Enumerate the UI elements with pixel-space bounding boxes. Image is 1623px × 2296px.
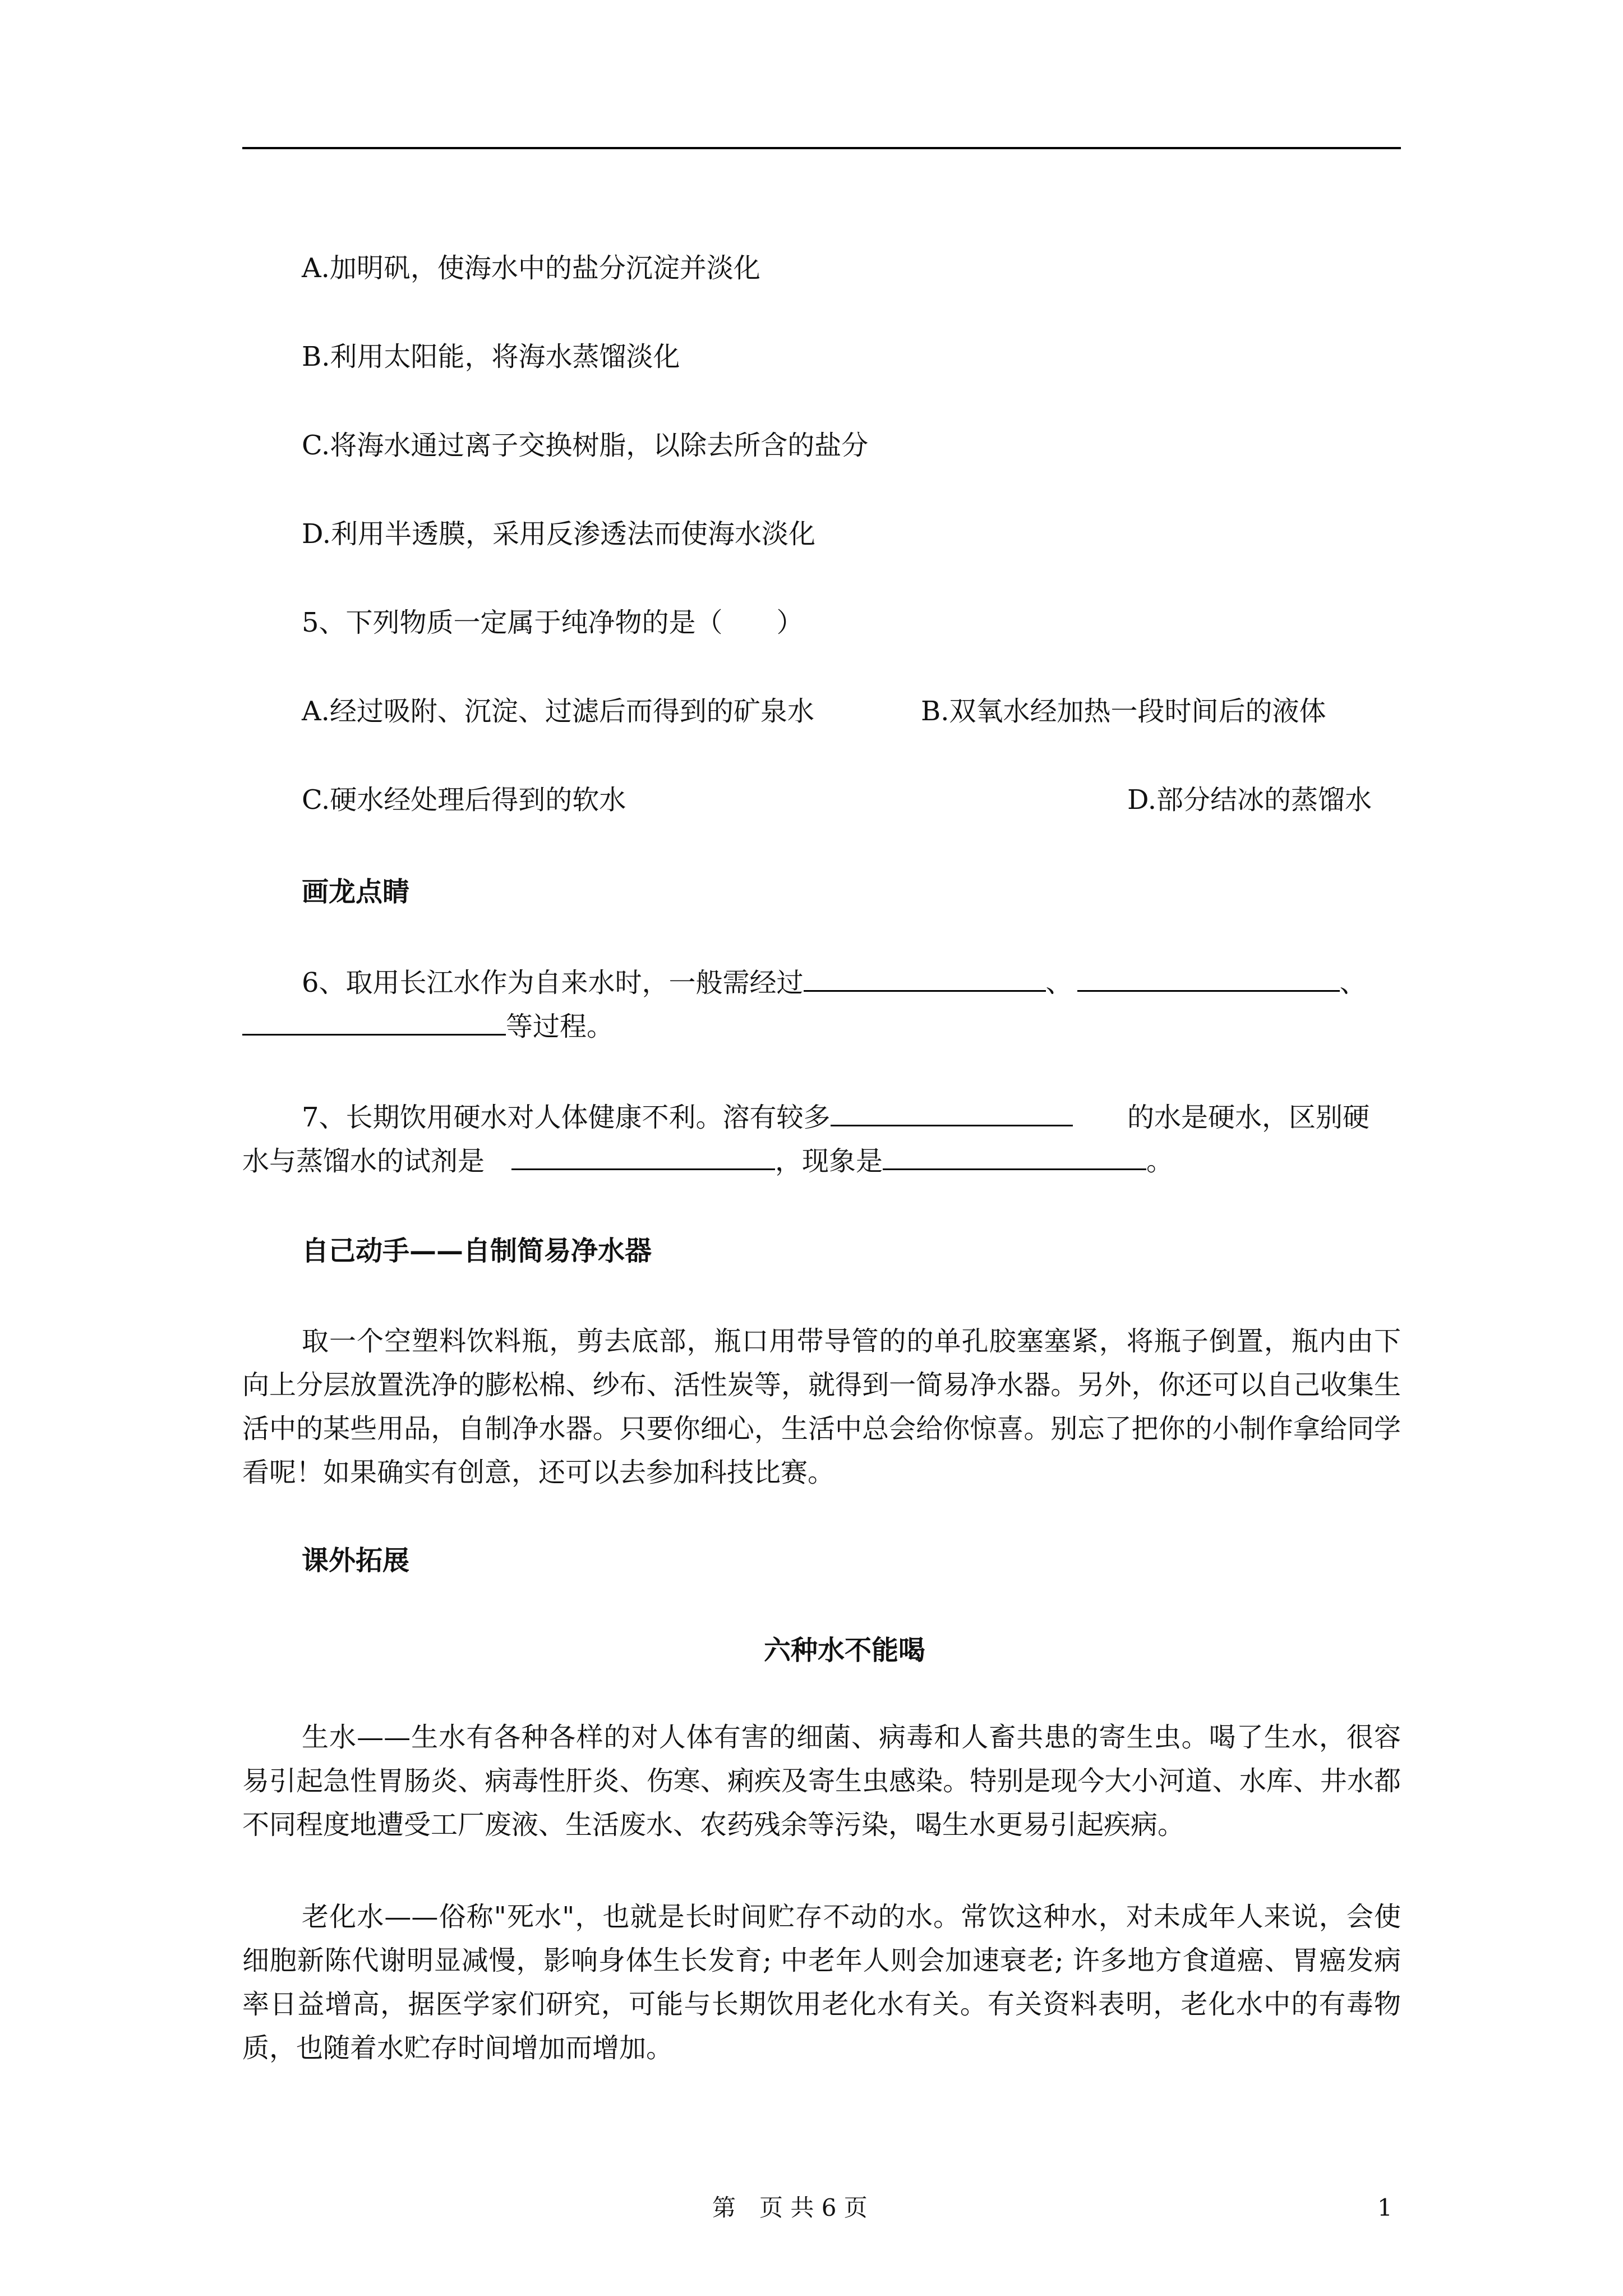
q7-text-2-continued: 水与蒸馏水的试剂是 <box>242 1145 485 1177</box>
q6-separator-1: 、 <box>1045 967 1073 999</box>
q6-blank-1[interactable] <box>804 967 1046 992</box>
paragraph-aged-water: 老化水——俗称"死水"，也就是长时间贮存不动的水。常饮这种水，对未成年人来说，会使细胞新陈代谢明显减慢，影响身体生长发育; 中老年人则会加速衰老; 许多地方食道癌、胃癌发病率日益增高，据医学家们研究，可能与长期饮用老化水有关。有关资料表明，老化水中的有毒物质，也随着水贮存时间增加而增加。 <box>242 1901 1401 2064</box>
q7-text-1: 7、长期饮用硬水对人体健康不利。溶有较多 <box>302 1102 831 1133</box>
q6-text-2: 等过程。 <box>506 1011 614 1042</box>
q5-option-d: D.部分结冰的蒸馏水 <box>1127 784 1372 816</box>
paragraph-raw-water: 生水——生水有各种各样的对人体有害的细菌、病毒和人畜共患的寄生虫。喝了生水，很容易引起急性胃肠炎、病毒性肝炎、伤寒、痢疾及寄生虫感染。特别是现今大小河道、水库、井水都不同程度地遭受工厂废液、生活废水、农药残余等污染，喝生水更易引起疾病。 <box>242 1722 1401 1841</box>
section-heading-hualong: 画龙点睛 <box>302 876 410 908</box>
header-rule <box>242 147 1401 149</box>
footer-page-label: 第 页 共 6 页 <box>712 2194 868 2221</box>
q4-option-b: B.利用太阳能，将海水蒸馏淡化 <box>302 341 680 372</box>
q6-separator-2: 、 <box>1339 967 1367 999</box>
footer-page-number: 1 <box>1377 2194 1393 2221</box>
q7-line-2 <box>242 1144 1173 1178</box>
q7-line-1 <box>302 1101 1073 1134</box>
q6-blank-2[interactable] <box>1077 967 1340 992</box>
q7-text-3: ，现象是 <box>775 1145 883 1177</box>
q7-blank-1[interactable] <box>831 1101 1073 1126</box>
q7-blank-3[interactable] <box>883 1145 1146 1170</box>
q6-line-1 <box>302 966 1367 1000</box>
q6-blank-3[interactable] <box>242 1010 506 1036</box>
q5-stem: 5、下列物质一定属于纯净物的是（ ） <box>302 607 804 638</box>
q5-option-b: B.双氧水经加热一段时间后的液体 <box>921 696 1326 727</box>
q7-blank-2[interactable] <box>511 1145 775 1170</box>
section-heading-extension: 课外拓展 <box>302 1545 410 1576</box>
q5-option-a: A.经过吸附、沉淀、过滤后而得到的矿泉水 <box>302 696 814 727</box>
q6-text-1: 6、取用长江水作为自来水时，一般需经过 <box>302 967 804 999</box>
q6-line-2 <box>242 1010 614 1043</box>
q4-option-d: D.利用半透膜，采用反渗透法而使海水淡化 <box>302 518 816 550</box>
article-title: 六种水不能喝 <box>764 1635 926 1666</box>
diy-paragraph: 取一个空塑料饮料瓶，剪去底部，瓶口用带导管的的单孔胶塞塞紧，将瓶子倒置，瓶内由下向上分层放置洗净的膨松棉、纱布、活性炭等，就得到一简易净水器。另外，你还可以自己收集生活中的某些用品，自制净水器。只要你细心，生活中总会给你惊喜。别忘了把你的小制作拿给同学看呢！如果确实有创意，还可以去参加科技比赛。 <box>242 1326 1401 1488</box>
section-heading-diy: 自己动手——自制简易净水器 <box>302 1235 652 1267</box>
q7-text-4: 。 <box>1146 1145 1174 1177</box>
q5-option-c: C.硬水经处理后得到的软水 <box>302 784 626 816</box>
q7-line-1-end: 的水是硬水，区别硬 <box>1127 1102 1370 1133</box>
q4-option-c: C.将海水通过离子交换树脂，以除去所含的盐分 <box>302 430 869 461</box>
q4-option-a: A.加明矾，使海水中的盐分沉淀并淡化 <box>302 252 760 284</box>
